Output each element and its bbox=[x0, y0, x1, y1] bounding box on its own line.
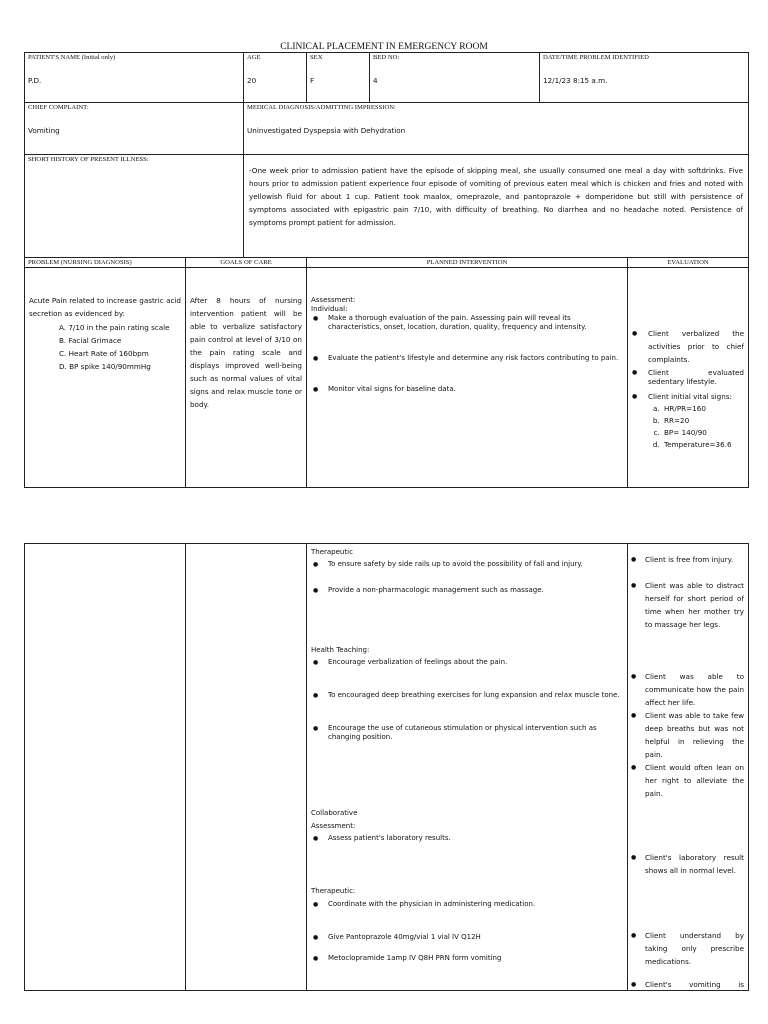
patient-name-cell bbox=[25, 53, 244, 103]
evaluation-list bbox=[628, 851, 744, 877]
care-plan-table bbox=[24, 257, 749, 488]
evaluation-item: ● Client initial vital signs: bbox=[628, 390, 744, 403]
evaluation-item: ● Client was able to communicate how the pain affect her life. bbox=[628, 670, 744, 709]
chief-complaint-cell bbox=[25, 103, 244, 155]
evaluation-item: ● Client was able to take few deep breaths but was not helpful in relieving the pain. bbox=[628, 709, 744, 761]
evaluation-cell bbox=[628, 268, 749, 488]
evaluation-list bbox=[628, 978, 744, 991]
vital-sign: c. BP= 140/90 bbox=[662, 427, 744, 439]
goals-header: GOALS OF CARE bbox=[220, 259, 272, 266]
evaluation-item: ● Client understand by taking only prescribe medications. bbox=[628, 929, 744, 968]
vital-sign: a. HR/PR=160 bbox=[662, 403, 744, 415]
problem-continued-cell bbox=[25, 544, 186, 991]
intervention-item: ● To ensure safety by side rails up to avoid the possibility of fall and injury. bbox=[311, 560, 623, 569]
age-value: 20 bbox=[247, 76, 257, 85]
history-text: -One week prior to admission patient have the episode of skipping meal, she usually consumed one meal a day with softdrinks. Five hours prior to admission patient experience four episode of vomiting of previous eaten meal which is chicken and fries and noted with yellowish fluid for about 1 cup. Patient took maalox, omeprazole, and pantoprazole + domperidone but still with persistence of symptoms associated with epigastric pain 7/10, with difficulty of breathing. No diarrhea and no headache noted. Persistence of symptoms prompt patient for admission. bbox=[249, 166, 743, 227]
evaluation-list bbox=[628, 929, 744, 968]
diagnosis-value: Uninvestigated Dyspepsia with Dehydration bbox=[247, 126, 406, 135]
bed-cell bbox=[370, 53, 540, 103]
intervention-cell bbox=[307, 268, 628, 488]
evaluation-list bbox=[628, 670, 744, 800]
intervention-item: ● Encourage verbalization of feelings about the pain. bbox=[311, 658, 623, 667]
evaluation-item: ● Client's laboratory result shows all in normal level. bbox=[628, 851, 744, 877]
intervention-item: ● Metoclopramide 1amp IV Q8H PRN form vomiting bbox=[311, 954, 623, 963]
health-teaching-section bbox=[311, 646, 623, 742]
intervention-item: ● Provide a non-pharmacologic management such as massage. bbox=[311, 586, 623, 595]
intervention-item: ● Assess patient's laboratory results. bbox=[311, 834, 623, 843]
goal-text: After 8 hours of nursing intervention patient will be able to verbalize satisfactory pain control at level of 3/10 on the pain rating scale and displays improved well-being such as normal values of vital signs and relax muscle tone or body. bbox=[190, 296, 302, 409]
evaluation-continued-cell bbox=[628, 544, 749, 991]
document-title: CLINICAL PLACEMENT IN EMERGENCY ROOM bbox=[280, 42, 488, 52]
collab-therapeutic-heading: Therapeutic: bbox=[311, 887, 356, 895]
intervention-item: ● Make a thorough evaluation of the pain. Assessing pain will reveal its characteristics, onset, location, duration, quality, frequency and intensity. bbox=[311, 314, 623, 332]
therapeutic-heading: Therapeutic bbox=[311, 548, 353, 556]
history-label-cell bbox=[25, 155, 244, 258]
bed-label: BED NO: bbox=[373, 54, 400, 61]
collab-therapeutic-section bbox=[311, 887, 623, 963]
intervention-item: ● To encouraged deep breathing exercises for lung expansion and relax muscle tone. bbox=[311, 691, 623, 700]
intervention-item: ● Encourage the use of cutaneous stimulation or physical intervention such as changing position. bbox=[311, 724, 623, 742]
problem-header: PROBLEM (NURSING DIAGNOSIS) bbox=[28, 259, 132, 266]
evaluation-header: EVALUATION bbox=[667, 259, 709, 266]
evaluation-list bbox=[628, 553, 744, 566]
intervention-header: PLANNED INTERVENTION bbox=[426, 259, 508, 266]
chief-complaint-label: CHIEF COMPLAINT: bbox=[28, 104, 89, 111]
health-teaching-heading: Health Teaching: bbox=[311, 646, 370, 654]
evaluation-item: ● Client's vomiting is bbox=[628, 978, 744, 991]
intervention-item: ● Monitor vital signs for baseline data. bbox=[311, 385, 623, 394]
diagnosis-cell bbox=[244, 103, 749, 155]
date-cell bbox=[540, 53, 749, 103]
collaborative-section bbox=[311, 809, 623, 843]
evaluation-list bbox=[628, 579, 744, 631]
diagnosis-label: MEDICAL DIAGNOSIS/ADMITTING IMPRESSION: bbox=[247, 104, 396, 111]
collab-assessment-heading: Assessment: bbox=[311, 822, 356, 830]
intervention-item: ● Coordinate with the physician in administering medication. bbox=[311, 900, 623, 909]
patient-name-value: P.D. bbox=[28, 76, 42, 85]
bed-value: 4 bbox=[373, 76, 378, 85]
evaluation-item: ● Client evaluated sedentary lifestyle. bbox=[628, 368, 744, 386]
intervention-item: ● Evaluate the patient's lifestyle and determine any risk factors contributing to pain. bbox=[311, 354, 623, 363]
chief-complaint-value: Vomiting bbox=[28, 126, 60, 135]
patient-info-table bbox=[24, 52, 749, 258]
problem-cell bbox=[25, 268, 186, 488]
sex-cell bbox=[307, 53, 370, 103]
goal-cell bbox=[186, 268, 307, 488]
evidence-item: D. BP spike 140/90mmHg bbox=[59, 362, 151, 371]
intervention-item: ● Give Pantoprazole 40mg/vial 1 vial IV Q12H bbox=[311, 933, 623, 942]
problem-evidence-list bbox=[25, 320, 185, 373]
evaluation-item: ● Client would often lean on her right to alleviate the pain. bbox=[628, 761, 744, 800]
sex-value: F bbox=[310, 76, 315, 85]
evidence-item: B. Facial Grimace bbox=[59, 336, 122, 345]
assessment-heading: Assessment: bbox=[311, 296, 356, 304]
collaborative-heading: Collaborative bbox=[311, 809, 358, 817]
evidence-item: C. Heart Rate of 160bpm bbox=[59, 349, 149, 358]
problem-text: Acute Pain related to increase gastric acid secretion as evidenced by: bbox=[29, 296, 181, 318]
evaluation-item: ● Client is free from injury. bbox=[628, 553, 744, 566]
evidence-item: A. 7/10 in the pain rating scale bbox=[59, 323, 170, 332]
vital-sign: b. RR=20 bbox=[662, 415, 744, 427]
care-plan-continued-table bbox=[24, 543, 749, 991]
age-cell bbox=[244, 53, 307, 103]
goal-continued-cell bbox=[186, 544, 307, 991]
therapeutic-section bbox=[311, 548, 623, 595]
evaluation-list bbox=[628, 268, 748, 451]
individual-heading: Individual: bbox=[311, 305, 348, 313]
intervention-continued-cell bbox=[307, 544, 628, 991]
age-label: AGE bbox=[247, 54, 261, 61]
history-cell bbox=[244, 155, 749, 258]
date-value: 12/1/23 8:15 a.m. bbox=[543, 76, 608, 85]
patient-name-label: PATIENT'S NAME (Initial only) bbox=[28, 54, 116, 61]
vital-sign: d. Temperature=36.6 bbox=[662, 439, 744, 451]
evaluation-item: ● Client was able to distract herself for short period of time when her mother try to massage her legs. bbox=[628, 579, 744, 631]
date-label: DATE/TIME PROBLEM IDENTIFIED bbox=[543, 54, 649, 61]
history-label: SHORT HISTORY OF PRESENT ILLNESS: bbox=[28, 156, 149, 163]
intervention-list bbox=[307, 268, 627, 394]
evaluation-item: ● Client verbalized the activities prior to chief complaints. bbox=[628, 327, 744, 366]
sex-label: SEX bbox=[310, 54, 323, 61]
